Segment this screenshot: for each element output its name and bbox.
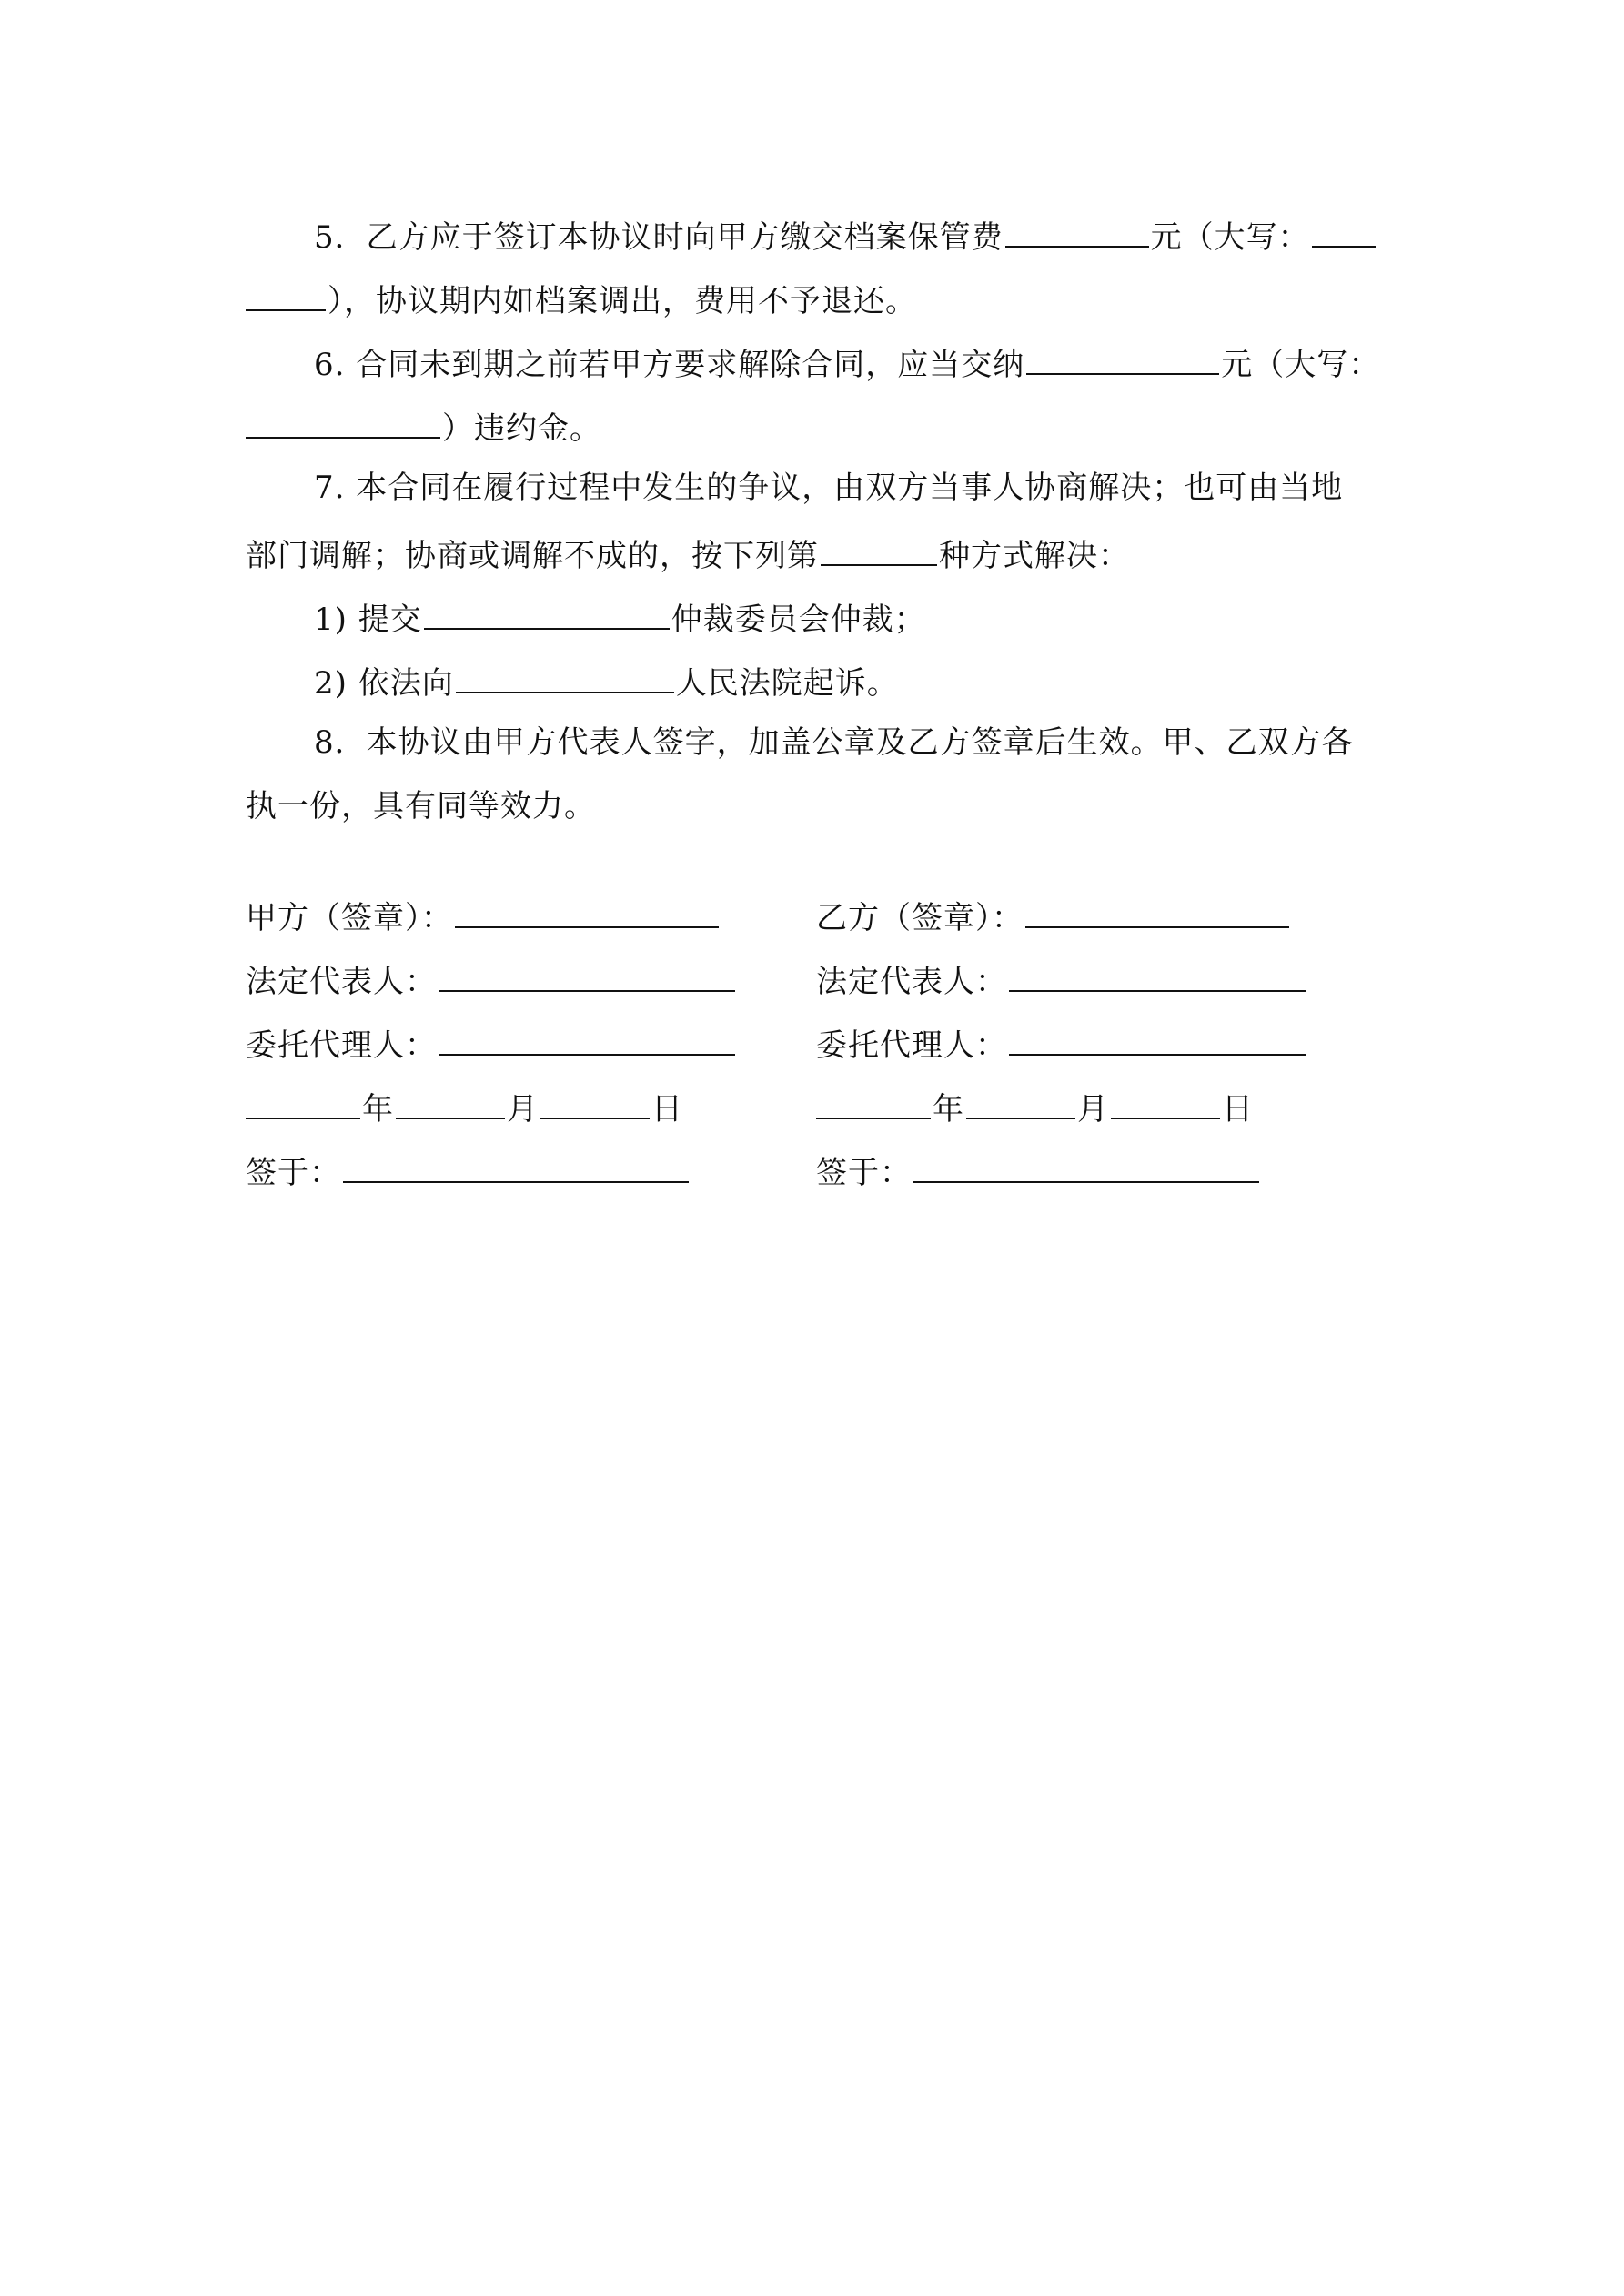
party-a-month-blank[interactable] <box>396 1088 505 1119</box>
party-a-signed-at-row <box>246 1152 691 1191</box>
party-b-day-blank[interactable] <box>1111 1088 1220 1119</box>
party-a-rep-row <box>246 961 737 1000</box>
party-a-date-row <box>246 1088 683 1128</box>
clause-7-end: 种方式解决： <box>939 538 1130 574</box>
arbitration-committee-blank[interactable] <box>424 597 670 630</box>
party-b-date-row <box>816 1088 1254 1128</box>
party-b-month-label: 月 <box>1077 1091 1109 1128</box>
party-b-day-label: 日 <box>1222 1091 1254 1128</box>
party-b-signed-at-row <box>816 1152 1261 1191</box>
party-a-agent-blank[interactable] <box>439 1025 735 1056</box>
option-1-end: 仲裁委员会仲裁； <box>671 602 926 638</box>
court-name-blank[interactable] <box>456 661 674 693</box>
party-a-signed-at-blank[interactable] <box>343 1152 689 1183</box>
party-b-rep-row <box>816 961 1307 1000</box>
party-a-seal-row <box>246 897 721 936</box>
option-1-line <box>314 597 926 638</box>
clause-6-line-1 <box>314 342 1380 383</box>
clause-8-line-2 <box>246 788 596 824</box>
fee-amount-words-blank-2[interactable] <box>246 278 326 311</box>
party-b-agent-blank[interactable] <box>1009 1025 1306 1056</box>
party-b-signed-at-label: 签于： <box>816 1155 912 1191</box>
fee-amount-blank[interactable] <box>1005 215 1149 248</box>
party-b-year-label: 年 <box>933 1091 964 1128</box>
party-a-rep-blank[interactable] <box>439 961 735 992</box>
party-b-seal-blank[interactable] <box>1025 897 1289 928</box>
option-1-text: 1) 提交 <box>314 602 422 638</box>
party-a-signed-at-label: 签于： <box>246 1155 341 1191</box>
clause-8-line-1 <box>314 724 1354 761</box>
clause-5-text: 5．乙方应于签订本协议时向甲方缴交档案保管费 <box>314 219 1004 256</box>
clause-5-line-2 <box>246 278 917 319</box>
party-a-seal-label: 甲方（签章）： <box>246 900 453 936</box>
party-a-year-label: 年 <box>362 1091 394 1128</box>
party-a-year-blank[interactable] <box>246 1088 360 1119</box>
option-2-line <box>314 661 899 702</box>
option-2-end: 人民法院起诉。 <box>675 665 899 702</box>
clause-5-line-1 <box>314 215 1377 256</box>
clause-6-line-2 <box>246 406 601 447</box>
party-b-rep-label: 法定代表人： <box>816 964 1007 1000</box>
party-b-seal-row <box>816 897 1291 936</box>
party-a-day-label: 日 <box>651 1091 683 1128</box>
party-b-year-blank[interactable] <box>816 1088 931 1119</box>
clause-6-text: 6. 合同未到期之前若甲方要求解除合同，应当交纳 <box>314 347 1025 383</box>
party-a-day-blank[interactable] <box>540 1088 650 1119</box>
party-b-month-blank[interactable] <box>966 1088 1075 1119</box>
party-a-month-label: 月 <box>507 1091 539 1128</box>
clause-7-line-2 <box>246 533 1130 574</box>
resolution-method-blank[interactable] <box>821 533 937 566</box>
party-b-agent-label: 委托代理人： <box>816 1027 1007 1064</box>
clause-6-end: ）违约金。 <box>442 410 601 447</box>
clause-6-yuan: 元（大写： <box>1221 347 1381 383</box>
clause-5-yuan: 元（大写： <box>1150 219 1310 256</box>
party-a-agent-label: 委托代理人： <box>246 1027 437 1064</box>
party-b-seal-label: 乙方（签章）： <box>816 900 1024 936</box>
clause-8-text-2: 执一份，具有同等效力。 <box>246 788 596 824</box>
clause-7-text-2: 部门调解；协商或调解不成的，按下列第 <box>246 538 819 574</box>
fee-amount-words-blank-1[interactable] <box>1312 215 1376 248</box>
party-b-agent-row <box>816 1025 1307 1064</box>
clause-8-text: 8．本协议由甲方代表人签字，加盖公章及乙方签章后生效。甲、乙双方各 <box>314 724 1354 761</box>
party-a-rep-label: 法定代表人： <box>246 964 437 1000</box>
party-b-rep-blank[interactable] <box>1009 961 1306 992</box>
penalty-amount-words-blank[interactable] <box>246 406 440 439</box>
clause-5-end: ），协议期内如档案调出，费用不予退还。 <box>328 283 917 319</box>
option-2-text: 2) 依法向 <box>314 665 454 702</box>
party-a-agent-row <box>246 1025 737 1064</box>
party-b-signed-at-blank[interactable] <box>913 1152 1259 1183</box>
clause-7-text: 7. 本合同在履行过程中发生的争议，由双方当事人协商解决；也可由当地 <box>314 470 1344 506</box>
party-a-seal-blank[interactable] <box>455 897 719 928</box>
penalty-amount-blank[interactable] <box>1026 342 1219 375</box>
clause-7-line-1 <box>314 470 1343 506</box>
